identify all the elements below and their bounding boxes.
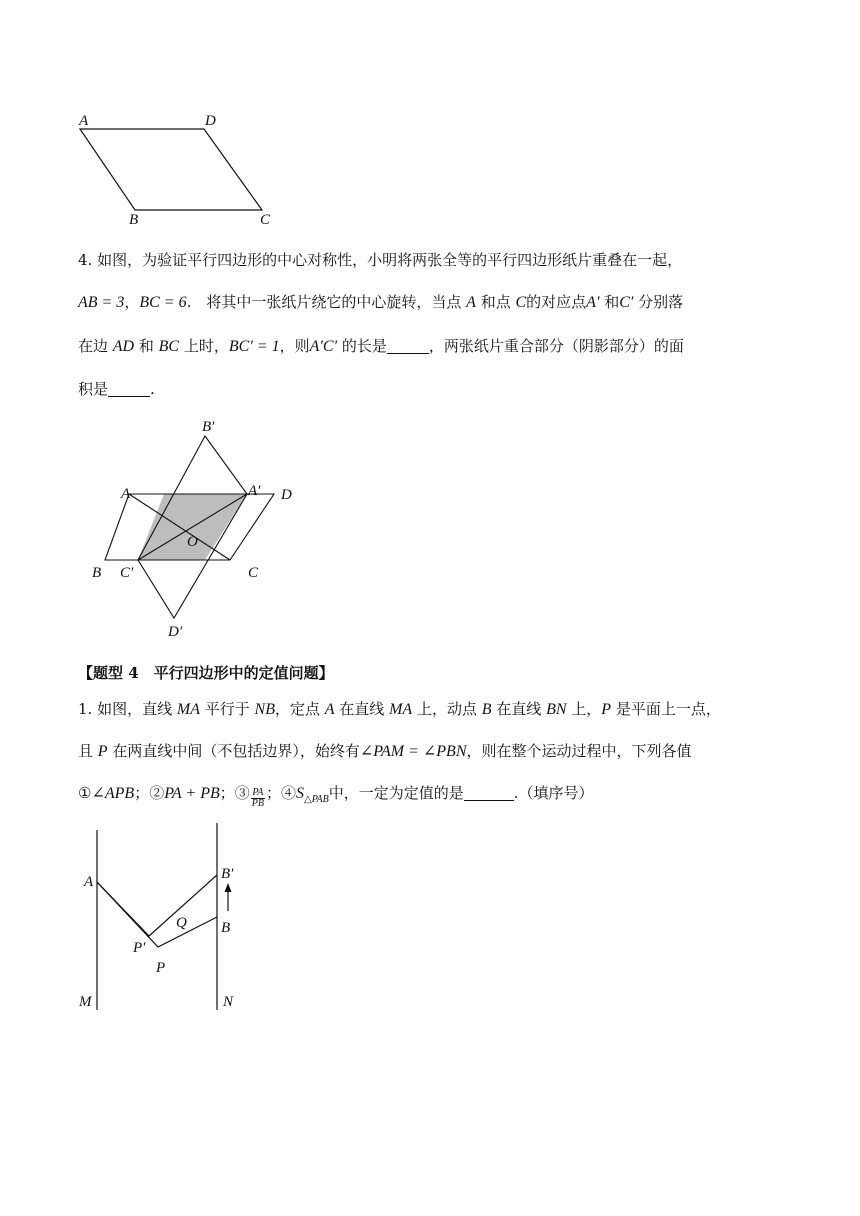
text: 在直线 (334, 700, 390, 718)
math-ab: AB = 3 (78, 294, 125, 311)
text: 在直线 (491, 700, 547, 718)
label-b: B (221, 920, 231, 936)
math-ma: MA (176, 701, 200, 718)
label-q: Q (176, 915, 187, 931)
text: 上，动点 (412, 700, 482, 718)
math-a: A (324, 701, 335, 718)
math-s-subscript: △PAB (304, 794, 329, 805)
figure-parallel-lines (70, 815, 260, 1015)
answer-blank-area[interactable] (108, 380, 150, 397)
parallelogram-shape (80, 129, 262, 210)
label-a: A (79, 113, 89, 129)
label-o: O (187, 534, 198, 550)
problem4-line4 (78, 377, 798, 401)
label-b: B (129, 212, 139, 228)
section-heading (78, 661, 798, 685)
figure-overlapping-parallelograms (85, 415, 315, 645)
text: 是平面上一点， (611, 700, 721, 718)
text: ；④ (265, 784, 296, 802)
problem4-line2 (78, 290, 798, 315)
math-a: A (466, 294, 476, 311)
text: 和点 (475, 293, 516, 311)
math-p: P (601, 701, 612, 718)
label-a-prime: A′ (248, 483, 261, 499)
overlap-svg (85, 415, 315, 645)
label-c: C (248, 565, 259, 581)
label-a: A (84, 874, 94, 890)
label-c-prime: C′ (120, 565, 134, 581)
fraction-denominator: PB (251, 798, 264, 809)
text: . 将其中一张纸片绕它的中心旋转，当点 (186, 293, 467, 311)
label-b-prime: B′ (202, 419, 215, 435)
text: 平行于 (199, 700, 255, 718)
math-bc: BC (158, 338, 180, 355)
problem4-line1 (78, 248, 798, 272)
text: ；③ (219, 784, 250, 802)
text: 积是 (78, 380, 109, 398)
label-d: D (281, 487, 292, 503)
text: 且 (78, 742, 98, 760)
text: ，则 (279, 337, 310, 355)
math-pa-plus-pb: PA + PB (164, 785, 220, 802)
label-b-prime: B′ (221, 866, 234, 882)
math-p: P (97, 743, 108, 760)
label-c: C (260, 212, 271, 228)
math-bc-prime: BC′ = 1 (228, 338, 280, 355)
text: ，定点 (274, 700, 325, 718)
answer-blank-constant[interactable] (464, 784, 514, 801)
math-bn: BN (546, 701, 567, 718)
math-ma: MA (389, 701, 413, 718)
problem4-line3 (78, 334, 798, 359)
math-angle-equality: ∠PAM = ∠PBN (359, 743, 467, 760)
parallelogram-svg (70, 105, 290, 230)
text: 的长是 (337, 337, 387, 355)
problem1-line2 (78, 739, 798, 764)
math-c-prime: C′ (619, 294, 634, 311)
parallel-lines-svg (70, 815, 260, 1015)
text: 中，一定为定值的是 (328, 784, 464, 802)
text: 1. 如图，直线 (78, 700, 177, 718)
text: ，则在整个运动过程中，下列各值 (466, 742, 692, 760)
label-b: B (92, 565, 102, 581)
text: ① (78, 784, 92, 802)
math-c: C (515, 294, 527, 311)
text: ；② (134, 784, 165, 802)
answer-blank-length[interactable] (387, 337, 429, 354)
math-ad: AD (112, 338, 135, 355)
figure-parallelogram-abcd (70, 105, 290, 230)
text: ，两张纸片重合部分（阴影部分）的面 (428, 337, 684, 355)
math-a-prime: A′ (586, 294, 600, 311)
math-a-prime-c-prime: A′C′ (309, 338, 338, 355)
label-p-prime: P′ (133, 940, 146, 956)
text: 和 (599, 293, 620, 311)
path-a-p-prime-b-prime (97, 875, 217, 936)
problem1-line1 (78, 697, 798, 722)
math-nb: NB (254, 701, 275, 718)
text: 的对应点 (526, 293, 587, 311)
math-fraction-pa-pb (251, 788, 265, 809)
text: 在两直线中间（不包括边界），始终有 (107, 742, 360, 760)
math-b: B (481, 701, 492, 718)
section-title: 【题型 4 平行四边形中的定值问题】 (78, 664, 334, 682)
label-n: N (223, 994, 234, 1010)
text: .（填序号） (513, 784, 594, 802)
label-d-prime: D′ (168, 624, 183, 640)
text: . (150, 380, 155, 398)
problem1-line3 (78, 781, 798, 812)
math-s: S (296, 785, 304, 802)
motion-arrow-head (225, 883, 232, 892)
text: 上时， (179, 337, 229, 355)
text: 在边 (78, 337, 113, 355)
problem4-text: 4. 如图，为验证平行四边形的中心对称性，小明将两张全等的平行四边形纸片重叠在一起， (78, 251, 683, 269)
math-angle-apb: ∠APB (91, 785, 135, 802)
label-p: P (156, 960, 166, 976)
text: 和 (134, 337, 159, 355)
fraction-numerator: PA (252, 787, 264, 798)
math-bc: BC = 6 (139, 294, 187, 311)
text: 分别落 (633, 293, 684, 311)
label-m: M (79, 994, 92, 1010)
label-a: A (121, 486, 131, 502)
text: 上， (566, 700, 602, 718)
text: ， (124, 293, 140, 311)
label-d: D (205, 113, 216, 129)
